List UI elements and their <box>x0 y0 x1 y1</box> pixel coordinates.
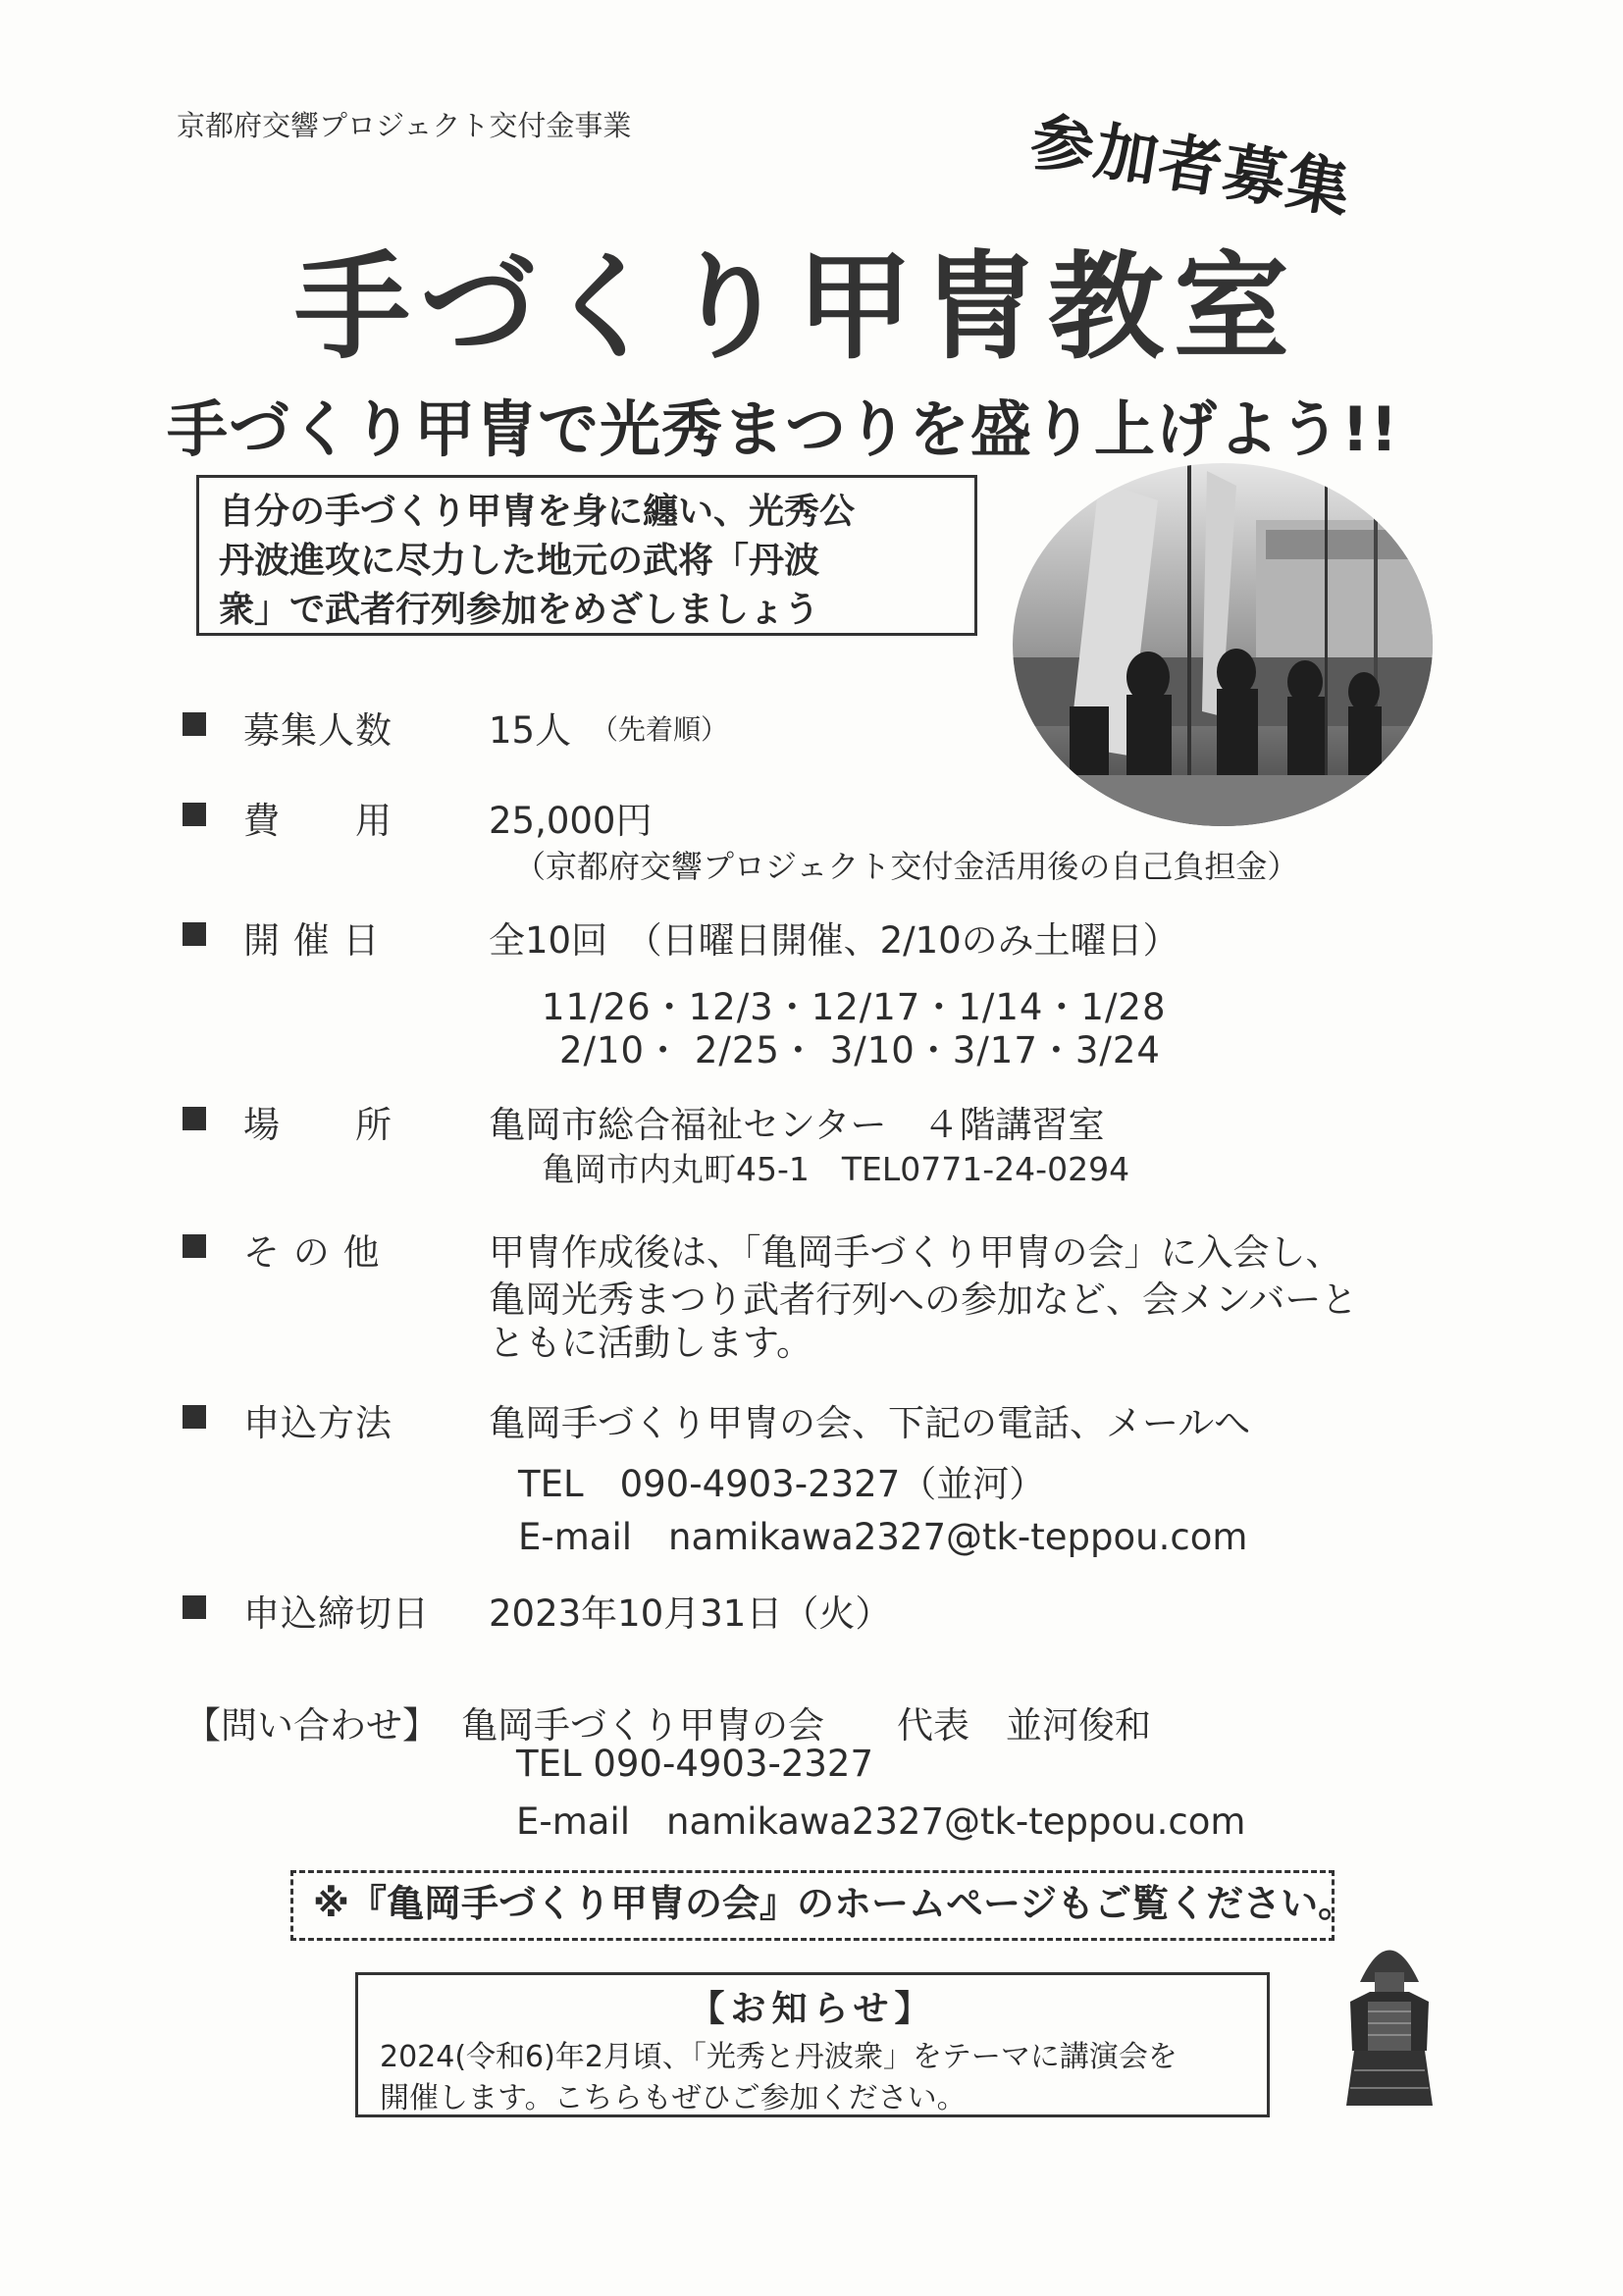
intro-line: 自分の手づくり甲冑を身に纏い、光秀公 <box>219 492 856 532</box>
samurai-procession-photo <box>1011 461 1435 829</box>
recruit-stamp: 参加者募集 <box>1025 105 1357 229</box>
bullet-icon <box>183 1595 206 1619</box>
bullet-icon <box>183 1107 206 1130</box>
page-title: 手づくり甲冑教室 <box>294 239 1300 375</box>
apply-value: 亀岡手づくり甲冑の会、下記の電話、メールへ <box>489 1402 1251 1444</box>
bullet-icon <box>183 1234 206 1258</box>
slogan: 手づくり甲冑で光秀まつりを盛り上げよう!! <box>167 393 1399 465</box>
other-line: 亀岡光秀まつり武者行列への参加など、会メンバーと <box>489 1278 1358 1321</box>
intro-box <box>196 475 977 636</box>
bullet-icon <box>183 1405 206 1429</box>
capacity-note: （先着順） <box>591 713 729 746</box>
bullet-icon <box>183 712 206 736</box>
other-line: ともに活動します。 <box>489 1322 813 1364</box>
bullet-icon <box>183 922 206 946</box>
bullet-icon <box>183 803 206 826</box>
homepage-note: ※『亀岡手づくり甲冑の会』のホームページもご覧ください。 <box>290 1870 1335 1941</box>
intro-line: 丹波進攻に尽力した地元の武将「丹波 <box>219 541 820 581</box>
other-line: 甲冑作成後は、「亀岡手づくり甲冑の会」に入会し、 <box>489 1231 1342 1274</box>
dates-line-1: 11/26・12/3・12/17・1/14・1/28 <box>542 986 1167 1028</box>
fee-value: 25,000円 <box>489 800 653 842</box>
notice-line-2: 開催します。こちらもぜひご参加ください。 <box>380 2081 967 2115</box>
dates-line-2: 2/10・ 2/25・ 3/10・3/17・3/24 <box>559 1029 1161 1071</box>
deadline-value: 2023年10月31日（火） <box>489 1592 892 1635</box>
apply-tel: TEL 090-4903-2327（並河） <box>518 1463 1046 1505</box>
contact-email: E-mail namikawa2327@tk-teppou.com <box>516 1800 1246 1843</box>
intro-line: 衆」で武者行列参加をめざしましょう <box>219 590 820 630</box>
notice-title: 【お知らせ】 <box>689 1989 936 2029</box>
deadline-label: 申込締切日 <box>243 1592 430 1635</box>
contact-org: 亀岡手づくり甲冑の会 代表 並河俊和 <box>461 1704 1151 1747</box>
contact-label: 【問い合わせ】 <box>184 1704 439 1747</box>
capacity-label: 募集人数 <box>243 709 393 752</box>
fee-label: 費 用 <box>243 800 393 842</box>
dates-value: 全10回 （日曜日開催、2/10のみ土曜日） <box>489 919 1179 962</box>
dates-label: 開 催 日 <box>243 919 381 962</box>
venue-label: 場 所 <box>243 1104 393 1146</box>
venue-address: 亀岡市内丸町45-1 TEL0771-24-0294 <box>542 1150 1130 1188</box>
contact-tel: TEL 090-4903-2327 <box>516 1743 874 1785</box>
apply-label: 申込方法 <box>243 1402 393 1444</box>
fee-note: （京都府交響プロジェクト交付金活用後の自己負担金） <box>514 848 1299 885</box>
capacity-value: 15人 <box>489 709 572 752</box>
armor-icon <box>1340 1913 1439 2110</box>
notice-line-1: 2024(令和6)年2月頃、「光秀と丹波衆」をテーマに講演会を <box>380 2040 1178 2074</box>
subsidy-line: 京都府交響プロジェクト交付金事業 <box>177 109 632 142</box>
venue-value: 亀岡市総合福祉センター ４階講習室 <box>489 1104 1105 1146</box>
other-label: そ の 他 <box>243 1231 381 1274</box>
notice-box <box>355 1972 1270 2117</box>
apply-email: E-mail namikawa2327@tk-teppou.com <box>518 1516 1248 1558</box>
